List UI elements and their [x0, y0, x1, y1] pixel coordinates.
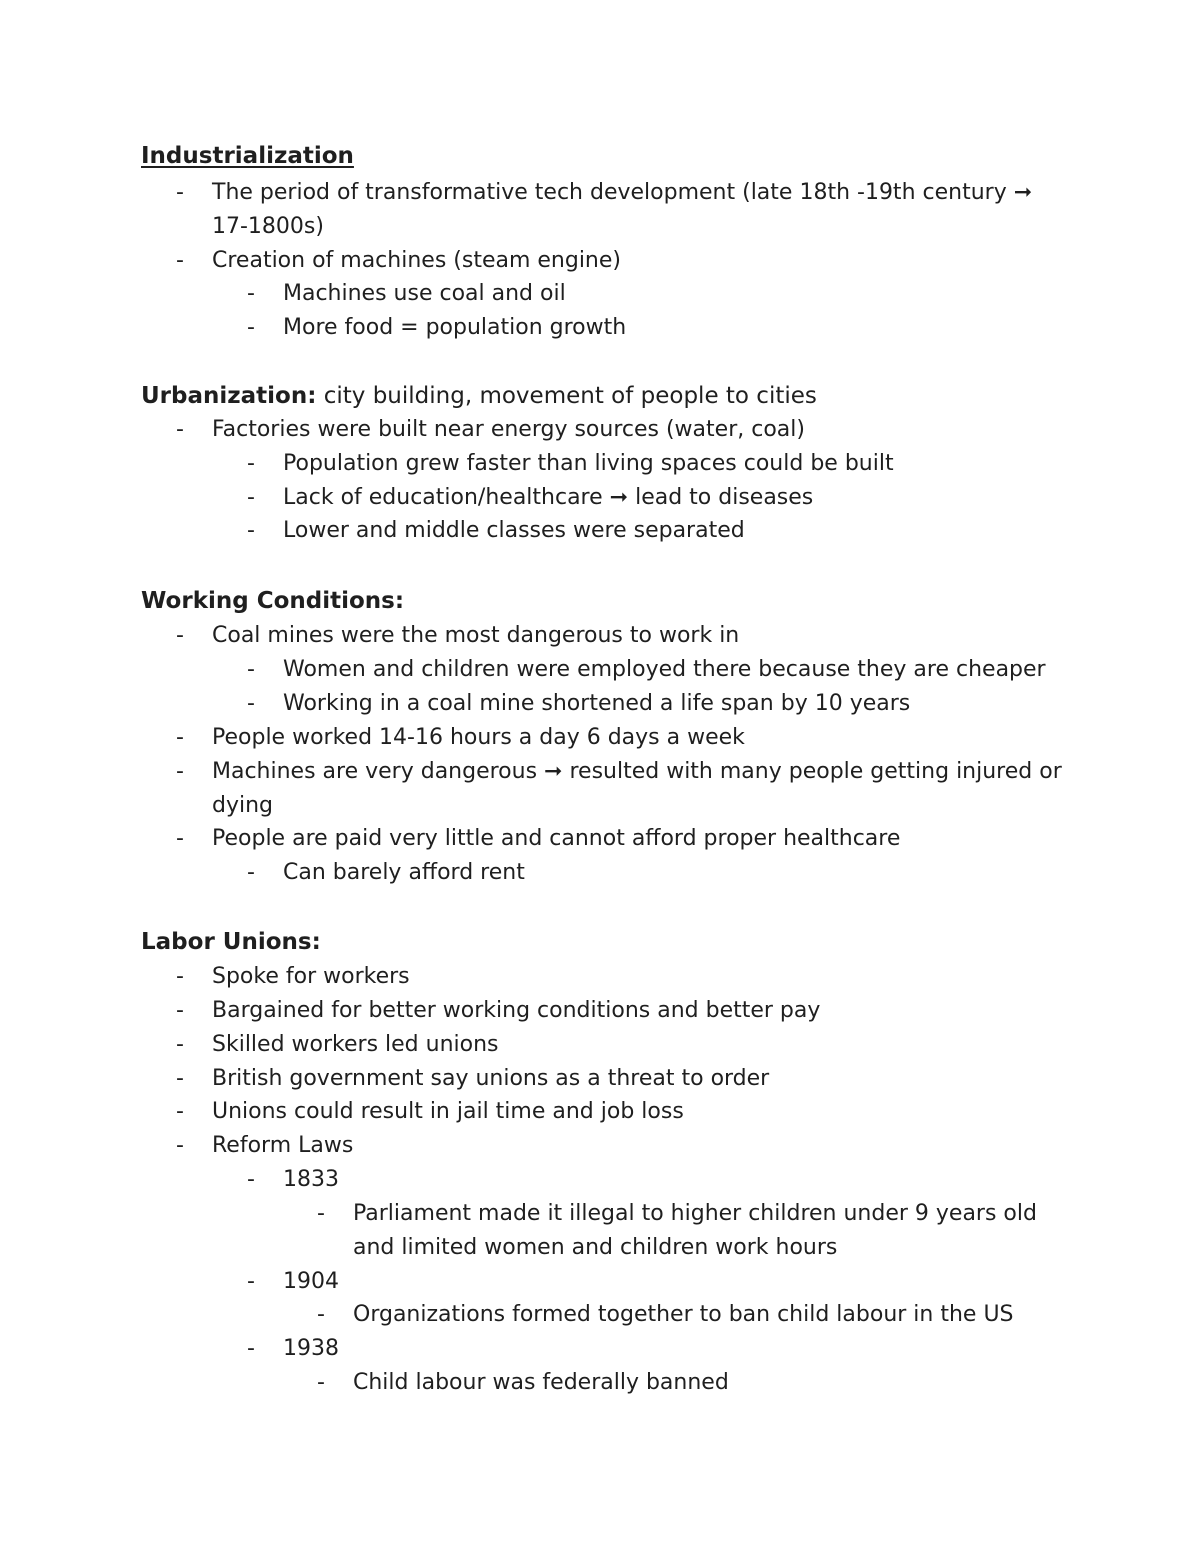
bullet-dash: -: [176, 1032, 184, 1057]
bullet-dash: -: [317, 1370, 325, 1395]
list-item-text: British government say unions as a threat to order: [212, 1066, 770, 1091]
bullet-dash: -: [176, 1133, 184, 1158]
list-item-text: dying: [212, 793, 274, 818]
heading-working-conditions: Working Conditions:: [141, 588, 405, 614]
list-item-text: Unions could result in jail time and job loss: [212, 1099, 684, 1124]
bullet-dash: -: [176, 248, 184, 273]
list-item-text: 1938: [283, 1336, 339, 1361]
heading-industrialization: Industrialization: [141, 143, 354, 169]
bullet-dash: -: [176, 725, 184, 750]
list-item-text: Parliament made it illegal to higher children under 9 years old: [353, 1201, 1037, 1226]
bullet-dash: -: [247, 1167, 255, 1192]
urbanization-label: Urbanization:: [141, 383, 317, 409]
bullet-dash: -: [247, 281, 255, 306]
list-item-text: Population grew faster than living spaces could be built: [283, 451, 894, 476]
list-item-text: People are paid very little and cannot afford proper healthcare: [212, 826, 901, 851]
list-item-text: Lack of education/healthcare ➞ lead to diseases: [283, 485, 814, 510]
bullet-dash: -: [247, 657, 255, 682]
list-item-text: Creation of machines (steam engine): [212, 248, 621, 273]
list-item-text: Factories were built near energy sources (water, coal): [212, 417, 805, 442]
list-item-text: Bargained for better working conditions and better pay: [212, 998, 821, 1023]
bullet-dash: -: [247, 691, 255, 716]
bullet-dash: -: [176, 1099, 184, 1124]
list-item-text: Women and children were employed there because they are cheaper: [283, 657, 1046, 682]
list-item-text: Coal mines were the most dangerous to work in: [212, 623, 740, 648]
bullet-dash: -: [247, 860, 255, 885]
bullet-dash: -: [176, 180, 184, 205]
list-item-text: The period of transformative tech development (late 18th -19th century ➞: [212, 180, 1033, 205]
list-item-text: Reform Laws: [212, 1133, 354, 1158]
bullet-dash: -: [247, 1336, 255, 1361]
list-item-text: 1904: [283, 1269, 339, 1294]
list-item-text: Working in a coal mine shortened a life span by 10 years: [283, 691, 911, 716]
bullet-dash: -: [176, 1066, 184, 1091]
bullet-dash: -: [317, 1302, 325, 1327]
list-item-text: Organizations formed together to ban child labour in the US: [353, 1302, 1014, 1327]
bullet-dash: -: [176, 964, 184, 989]
bullet-dash: -: [317, 1201, 325, 1226]
list-item-text: Machines use coal and oil: [283, 281, 566, 306]
heading-labor-unions: Labor Unions:: [141, 929, 321, 955]
bullet-dash: -: [247, 1269, 255, 1294]
bullet-dash: -: [176, 826, 184, 851]
bullet-dash: -: [247, 518, 255, 543]
heading-urbanization: [141, 383, 817, 409]
list-item-text: Can barely afford rent: [283, 860, 525, 885]
list-item-text: Machines are very dangerous ➞ resulted with many people getting injured or: [212, 759, 1062, 784]
list-item-text: Child labour was federally banned: [353, 1370, 729, 1395]
bullet-dash: -: [176, 998, 184, 1023]
bullet-dash: -: [176, 417, 184, 442]
list-item-text: and limited women and children work hours: [353, 1235, 838, 1260]
bullet-dash: -: [176, 759, 184, 784]
bullet-dash: -: [176, 623, 184, 648]
bullet-dash: -: [247, 485, 255, 510]
list-item-text: Skilled workers led unions: [212, 1032, 499, 1057]
list-item-text: Spoke for workers: [212, 964, 410, 989]
urbanization-definition: city building, movement of people to cities: [316, 383, 817, 409]
list-item-text: 1833: [283, 1167, 339, 1192]
list-item-text: People worked 14-16 hours a day 6 days a week: [212, 725, 745, 750]
bullet-dash: -: [247, 315, 255, 340]
bullet-dash: -: [247, 451, 255, 476]
list-item-text: 17-1800s): [212, 214, 324, 239]
list-item-text: Lower and middle classes were separated: [283, 518, 745, 543]
list-item-text: More food = population growth: [283, 315, 627, 340]
